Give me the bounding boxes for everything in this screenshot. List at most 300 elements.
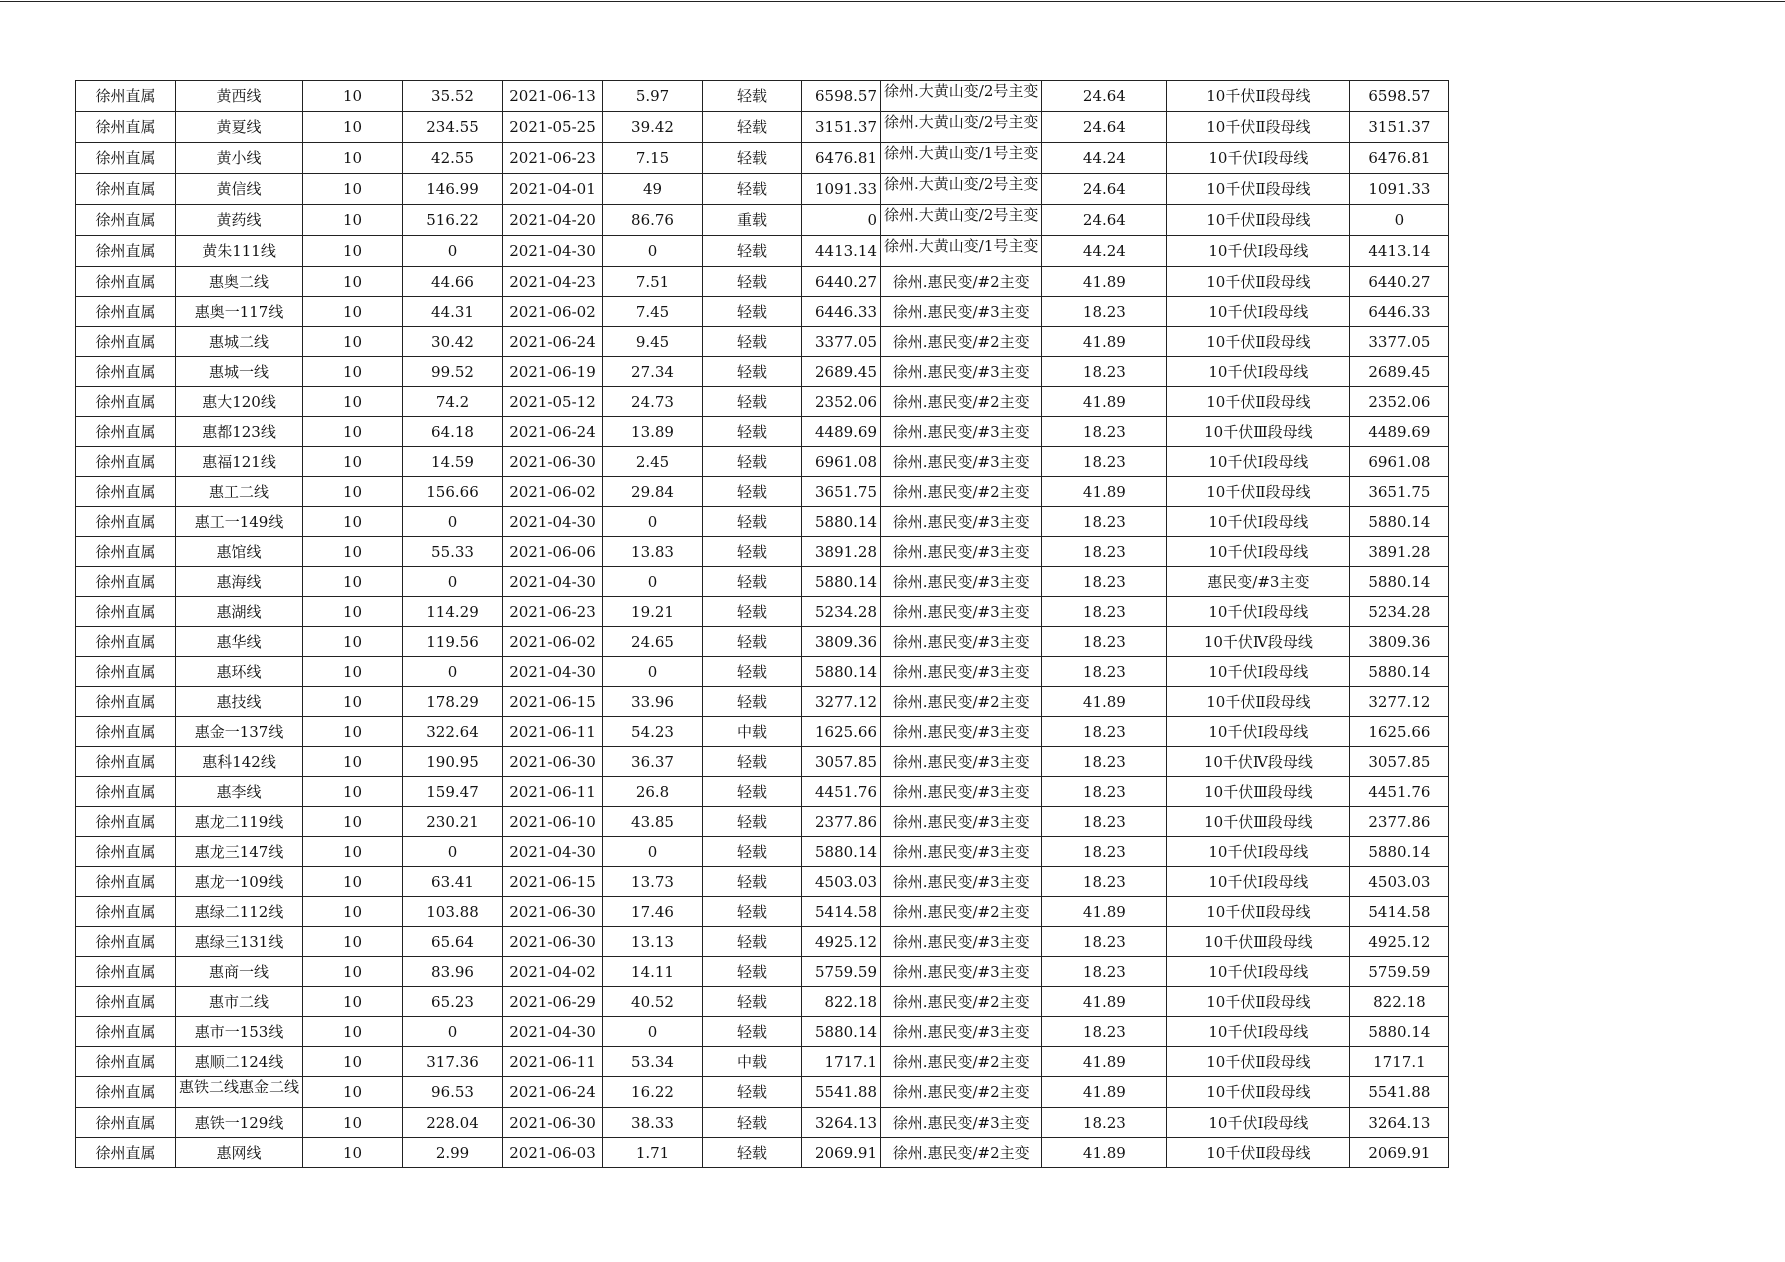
load-rate-cell: 0 [603, 236, 703, 267]
remaining-capacity-cell: 0 [1350, 205, 1449, 236]
current-cell: 103.88 [403, 897, 503, 927]
load-status-cell: 轻载 [703, 507, 802, 537]
capacity-cell: 6598.57 [802, 81, 881, 112]
load-status-cell: 轻载 [703, 537, 802, 567]
load-status-cell: 轻载 [703, 1108, 802, 1138]
line-name-cell: 惠湖线 [176, 597, 303, 627]
table-row [76, 174, 1449, 205]
busbar-cell: 10千伏Ⅳ段母线 [1167, 747, 1350, 777]
date-cell: 2021-06-11 [503, 1047, 603, 1077]
current-cell: 119.56 [403, 627, 503, 657]
load-rate-cell: 0 [603, 1017, 703, 1047]
table-row [76, 627, 1449, 657]
table-body [76, 81, 1449, 1168]
substation-cell: 徐州.惠民变/#3主变 [881, 957, 1042, 987]
remaining-capacity-cell: 5880.14 [1350, 837, 1449, 867]
capacity-cell: 3651.75 [802, 477, 881, 507]
transformer-rate-cell: 18.23 [1042, 1017, 1167, 1047]
remaining-capacity-cell: 3057.85 [1350, 747, 1449, 777]
remaining-capacity-cell: 2352.06 [1350, 387, 1449, 417]
load-status-cell: 轻载 [703, 447, 802, 477]
substation-cell: 徐州.惠民变/#3主变 [881, 567, 1042, 597]
date-cell: 2021-06-02 [503, 477, 603, 507]
current-cell: 114.29 [403, 597, 503, 627]
remaining-capacity-cell: 3377.05 [1350, 327, 1449, 357]
table-row [76, 777, 1449, 807]
load-rate-cell: 13.13 [603, 927, 703, 957]
voltage-cell: 10 [303, 1138, 403, 1168]
line-name-cell: 惠环线 [176, 657, 303, 687]
substation-cell: 徐州.惠民变/#2主变 [881, 477, 1042, 507]
unit-cell: 徐州直属 [76, 1077, 176, 1108]
voltage-cell: 10 [303, 267, 403, 297]
voltage-cell: 10 [303, 687, 403, 717]
busbar-cell: 10千伏Ⅱ段母线 [1167, 267, 1350, 297]
busbar-cell: 10千伏Ⅰ段母线 [1167, 957, 1350, 987]
load-status-cell: 中载 [703, 717, 802, 747]
capacity-cell: 5880.14 [802, 837, 881, 867]
load-status-cell: 轻载 [703, 327, 802, 357]
date-cell: 2021-04-30 [503, 657, 603, 687]
current-cell: 83.96 [403, 957, 503, 987]
table-row [76, 837, 1449, 867]
capacity-cell: 5414.58 [802, 897, 881, 927]
current-cell: 2.99 [403, 1138, 503, 1168]
substation-cell: 徐州.惠民变/#3主变 [881, 747, 1042, 777]
voltage-cell: 10 [303, 357, 403, 387]
remaining-capacity-cell: 1717.1 [1350, 1047, 1449, 1077]
busbar-cell: 10千伏Ⅱ段母线 [1167, 327, 1350, 357]
unit-cell: 徐州直属 [76, 537, 176, 567]
capacity-cell: 4451.76 [802, 777, 881, 807]
load-status-cell: 重载 [703, 205, 802, 236]
busbar-cell: 10千伏Ⅰ段母线 [1167, 717, 1350, 747]
table-row [76, 357, 1449, 387]
load-status-cell: 轻载 [703, 267, 802, 297]
busbar-cell: 10千伏Ⅰ段母线 [1167, 1017, 1350, 1047]
line-name-cell: 惠工一149线 [176, 507, 303, 537]
load-status-cell: 轻载 [703, 747, 802, 777]
line-name-cell: 惠龙二119线 [176, 807, 303, 837]
current-cell: 0 [403, 507, 503, 537]
remaining-capacity-cell: 1091.33 [1350, 174, 1449, 205]
remaining-capacity-cell: 2377.86 [1350, 807, 1449, 837]
load-status-cell: 轻载 [703, 867, 802, 897]
busbar-cell: 10千伏Ⅰ段母线 [1167, 447, 1350, 477]
unit-cell: 徐州直属 [76, 837, 176, 867]
capacity-cell: 5880.14 [802, 1017, 881, 1047]
load-rate-cell: 13.89 [603, 417, 703, 447]
line-name-cell: 惠龙一109线 [176, 867, 303, 897]
voltage-cell: 10 [303, 447, 403, 477]
current-cell: 30.42 [403, 327, 503, 357]
substation-cell: 徐州.惠民变/#2主变 [881, 1077, 1042, 1108]
busbar-cell: 10千伏Ⅱ段母线 [1167, 1077, 1350, 1108]
substation-cell: 徐州.惠民变/#3主变 [881, 1017, 1042, 1047]
transformer-rate-cell: 18.23 [1042, 627, 1167, 657]
load-rate-cell: 24.65 [603, 627, 703, 657]
voltage-cell: 10 [303, 507, 403, 537]
unit-cell: 徐州直属 [76, 205, 176, 236]
date-cell: 2021-06-23 [503, 597, 603, 627]
capacity-cell: 5234.28 [802, 597, 881, 627]
table-row [76, 447, 1449, 477]
unit-cell: 徐州直属 [76, 357, 176, 387]
capacity-cell: 3809.36 [802, 627, 881, 657]
load-rate-cell: 14.11 [603, 957, 703, 987]
load-status-cell: 轻载 [703, 627, 802, 657]
substation-cell: 徐州.惠民变/#3主变 [881, 627, 1042, 657]
unit-cell: 徐州直属 [76, 987, 176, 1017]
substation-cell: 徐州.大黄山变/2号主变 [881, 81, 1042, 112]
busbar-cell: 10千伏Ⅱ段母线 [1167, 205, 1350, 236]
transformer-rate-cell: 18.23 [1042, 597, 1167, 627]
date-cell: 2021-06-30 [503, 447, 603, 477]
unit-cell: 徐州直属 [76, 627, 176, 657]
load-rate-cell: 24.73 [603, 387, 703, 417]
table-row [76, 143, 1449, 174]
load-rate-cell: 17.46 [603, 897, 703, 927]
load-status-cell: 轻载 [703, 112, 802, 143]
substation-cell: 徐州.惠民变/#3主变 [881, 417, 1042, 447]
table-row [76, 567, 1449, 597]
remaining-capacity-cell: 3264.13 [1350, 1108, 1449, 1138]
busbar-cell: 10千伏Ⅲ段母线 [1167, 417, 1350, 447]
current-cell: 74.2 [403, 387, 503, 417]
voltage-cell: 10 [303, 1108, 403, 1138]
busbar-cell: 10千伏Ⅱ段母线 [1167, 81, 1350, 112]
remaining-capacity-cell: 4503.03 [1350, 867, 1449, 897]
capacity-cell: 3891.28 [802, 537, 881, 567]
transformer-rate-cell: 44.24 [1042, 236, 1167, 267]
date-cell: 2021-06-30 [503, 1108, 603, 1138]
substation-cell: 徐州.惠民变/#2主变 [881, 687, 1042, 717]
remaining-capacity-cell: 3891.28 [1350, 537, 1449, 567]
date-cell: 2021-06-03 [503, 1138, 603, 1168]
current-cell: 178.29 [403, 687, 503, 717]
capacity-cell: 2689.45 [802, 357, 881, 387]
load-status-cell: 轻载 [703, 297, 802, 327]
unit-cell: 徐州直属 [76, 267, 176, 297]
line-name-cell: 惠绿二112线 [176, 897, 303, 927]
load-rate-cell: 40.52 [603, 987, 703, 1017]
transformer-rate-cell: 44.24 [1042, 143, 1167, 174]
substation-cell: 徐州.惠民变/#3主变 [881, 1108, 1042, 1138]
load-rate-cell: 7.15 [603, 143, 703, 174]
load-rate-cell: 27.34 [603, 357, 703, 387]
busbar-cell: 10千伏Ⅰ段母线 [1167, 297, 1350, 327]
remaining-capacity-cell: 5234.28 [1350, 597, 1449, 627]
load-status-cell: 轻载 [703, 387, 802, 417]
capacity-cell: 3277.12 [802, 687, 881, 717]
load-status-cell: 轻载 [703, 957, 802, 987]
table-row [76, 657, 1449, 687]
remaining-capacity-cell: 5759.59 [1350, 957, 1449, 987]
load-status-cell: 轻载 [703, 1017, 802, 1047]
load-rate-cell: 9.45 [603, 327, 703, 357]
transformer-rate-cell: 41.89 [1042, 327, 1167, 357]
date-cell: 2021-06-11 [503, 717, 603, 747]
remaining-capacity-cell: 6440.27 [1350, 267, 1449, 297]
load-status-cell: 轻载 [703, 81, 802, 112]
line-name-cell: 惠商一线 [176, 957, 303, 987]
capacity-cell: 2377.86 [802, 807, 881, 837]
transformer-rate-cell: 41.89 [1042, 1047, 1167, 1077]
table-row [76, 897, 1449, 927]
date-cell: 2021-06-30 [503, 897, 603, 927]
substation-cell: 徐州.惠民变/#3主变 [881, 657, 1042, 687]
voltage-cell: 10 [303, 81, 403, 112]
voltage-cell: 10 [303, 205, 403, 236]
load-rate-cell: 0 [603, 657, 703, 687]
unit-cell: 徐州直属 [76, 777, 176, 807]
date-cell: 2021-06-24 [503, 1077, 603, 1108]
unit-cell: 徐州直属 [76, 327, 176, 357]
line-name-cell: 惠技线 [176, 687, 303, 717]
unit-cell: 徐州直属 [76, 447, 176, 477]
voltage-cell: 10 [303, 1077, 403, 1108]
load-rate-cell: 29.84 [603, 477, 703, 507]
unit-cell: 徐州直属 [76, 597, 176, 627]
transformer-rate-cell: 41.89 [1042, 477, 1167, 507]
unit-cell: 徐州直属 [76, 81, 176, 112]
remaining-capacity-cell: 5880.14 [1350, 657, 1449, 687]
busbar-cell: 10千伏Ⅱ段母线 [1167, 897, 1350, 927]
table-row [76, 927, 1449, 957]
substation-cell: 徐州.大黄山变/1号主变 [881, 236, 1042, 267]
remaining-capacity-cell: 2069.91 [1350, 1138, 1449, 1168]
substation-cell: 徐州.惠民变/#2主变 [881, 267, 1042, 297]
busbar-cell: 10千伏Ⅱ段母线 [1167, 112, 1350, 143]
voltage-cell: 10 [303, 747, 403, 777]
busbar-cell: 10千伏Ⅲ段母线 [1167, 927, 1350, 957]
table-row [76, 477, 1449, 507]
substation-cell: 徐州.惠民变/#3主变 [881, 597, 1042, 627]
substation-cell: 徐州.惠民变/#2主变 [881, 1138, 1042, 1168]
transformer-rate-cell: 18.23 [1042, 297, 1167, 327]
busbar-cell: 10千伏Ⅰ段母线 [1167, 236, 1350, 267]
current-cell: 0 [403, 837, 503, 867]
current-cell: 317.36 [403, 1047, 503, 1077]
date-cell: 2021-05-12 [503, 387, 603, 417]
capacity-cell: 5880.14 [802, 507, 881, 537]
current-cell: 322.64 [403, 717, 503, 747]
busbar-cell: 10千伏Ⅰ段母线 [1167, 597, 1350, 627]
line-name-cell: 惠奥二线 [176, 267, 303, 297]
remaining-capacity-cell: 1625.66 [1350, 717, 1449, 747]
current-cell: 35.52 [403, 81, 503, 112]
capacity-cell: 4413.14 [802, 236, 881, 267]
table-row [76, 957, 1449, 987]
busbar-cell: 10千伏Ⅰ段母线 [1167, 537, 1350, 567]
line-name-cell: 黄信线 [176, 174, 303, 205]
date-cell: 2021-06-24 [503, 417, 603, 447]
transformer-rate-cell: 41.89 [1042, 987, 1167, 1017]
table-row [76, 1138, 1449, 1168]
table-row [76, 1017, 1449, 1047]
load-rate-cell: 13.73 [603, 867, 703, 897]
unit-cell: 徐州直属 [76, 112, 176, 143]
current-cell: 0 [403, 236, 503, 267]
date-cell: 2021-04-30 [503, 567, 603, 597]
substation-cell: 徐州.惠民变/#3主变 [881, 357, 1042, 387]
unit-cell: 徐州直属 [76, 747, 176, 777]
transformer-rate-cell: 41.89 [1042, 387, 1167, 417]
voltage-cell: 10 [303, 987, 403, 1017]
line-name-cell: 惠网线 [176, 1138, 303, 1168]
voltage-cell: 10 [303, 867, 403, 897]
remaining-capacity-cell: 6476.81 [1350, 143, 1449, 174]
transformer-rate-cell: 18.23 [1042, 537, 1167, 567]
substation-cell: 徐州.惠民变/#3主变 [881, 447, 1042, 477]
voltage-cell: 10 [303, 807, 403, 837]
line-name-cell: 惠大120线 [176, 387, 303, 417]
current-cell: 44.31 [403, 297, 503, 327]
table-row [76, 387, 1449, 417]
capacity-cell: 3151.37 [802, 112, 881, 143]
load-status-cell: 轻载 [703, 236, 802, 267]
substation-cell: 徐州.惠民变/#3主变 [881, 507, 1042, 537]
remaining-capacity-cell: 822.18 [1350, 987, 1449, 1017]
line-name-cell: 惠科142线 [176, 747, 303, 777]
line-name-cell: 惠城二线 [176, 327, 303, 357]
current-cell: 65.23 [403, 987, 503, 1017]
unit-cell: 徐州直属 [76, 957, 176, 987]
capacity-cell: 2069.91 [802, 1138, 881, 1168]
load-status-cell: 轻载 [703, 777, 802, 807]
transformer-rate-cell: 41.89 [1042, 1077, 1167, 1108]
date-cell: 2021-06-02 [503, 297, 603, 327]
load-status-cell: 轻载 [703, 897, 802, 927]
date-cell: 2021-04-01 [503, 174, 603, 205]
voltage-cell: 10 [303, 627, 403, 657]
voltage-cell: 10 [303, 143, 403, 174]
voltage-cell: 10 [303, 387, 403, 417]
transformer-rate-cell: 41.89 [1042, 267, 1167, 297]
unit-cell: 徐州直属 [76, 717, 176, 747]
load-rate-cell: 26.8 [603, 777, 703, 807]
load-rate-cell: 7.51 [603, 267, 703, 297]
table-row [76, 687, 1449, 717]
line-name-cell: 惠都123线 [176, 417, 303, 447]
load-rate-cell: 49 [603, 174, 703, 205]
voltage-cell: 10 [303, 717, 403, 747]
line-name-cell: 惠李线 [176, 777, 303, 807]
line-name-cell: 惠金一137线 [176, 717, 303, 747]
remaining-capacity-cell: 6598.57 [1350, 81, 1449, 112]
current-cell: 516.22 [403, 205, 503, 236]
table-row [76, 112, 1449, 143]
line-name-cell: 惠华线 [176, 627, 303, 657]
line-name-cell: 惠馆线 [176, 537, 303, 567]
load-status-cell: 轻载 [703, 687, 802, 717]
table-row [76, 236, 1449, 267]
capacity-cell: 4925.12 [802, 927, 881, 957]
transformer-rate-cell: 24.64 [1042, 81, 1167, 112]
current-cell: 0 [403, 657, 503, 687]
date-cell: 2021-06-23 [503, 143, 603, 174]
date-cell: 2021-06-10 [503, 807, 603, 837]
date-cell: 2021-06-29 [503, 987, 603, 1017]
transformer-rate-cell: 18.23 [1042, 417, 1167, 447]
capacity-cell: 1625.66 [802, 717, 881, 747]
load-status-cell: 轻载 [703, 417, 802, 447]
busbar-cell: 10千伏Ⅳ段母线 [1167, 627, 1350, 657]
line-name-cell: 惠铁一129线 [176, 1108, 303, 1138]
busbar-cell: 10千伏Ⅱ段母线 [1167, 1047, 1350, 1077]
load-rate-cell: 39.42 [603, 112, 703, 143]
transformer-rate-cell: 18.23 [1042, 507, 1167, 537]
capacity-cell: 6961.08 [802, 447, 881, 477]
load-status-cell: 轻载 [703, 987, 802, 1017]
load-rate-cell: 53.34 [603, 1047, 703, 1077]
line-name-cell: 黄西线 [176, 81, 303, 112]
table-row [76, 867, 1449, 897]
substation-cell: 徐州.惠民变/#3主变 [881, 807, 1042, 837]
substation-cell: 徐州.大黄山变/2号主变 [881, 112, 1042, 143]
date-cell: 2021-06-02 [503, 627, 603, 657]
transformer-rate-cell: 18.23 [1042, 807, 1167, 837]
current-cell: 230.21 [403, 807, 503, 837]
transformer-rate-cell: 18.23 [1042, 717, 1167, 747]
substation-cell: 徐州.惠民变/#3主变 [881, 537, 1042, 567]
unit-cell: 徐州直属 [76, 867, 176, 897]
load-status-cell: 轻载 [703, 567, 802, 597]
transformer-rate-cell: 24.64 [1042, 174, 1167, 205]
unit-cell: 徐州直属 [76, 807, 176, 837]
load-rate-cell: 33.96 [603, 687, 703, 717]
capacity-cell: 4489.69 [802, 417, 881, 447]
voltage-cell: 10 [303, 537, 403, 567]
current-cell: 234.55 [403, 112, 503, 143]
current-cell: 55.33 [403, 537, 503, 567]
line-name-cell: 惠奥一117线 [176, 297, 303, 327]
remaining-capacity-cell: 4413.14 [1350, 236, 1449, 267]
transformer-rate-cell: 41.89 [1042, 687, 1167, 717]
date-cell: 2021-04-30 [503, 236, 603, 267]
unit-cell: 徐州直属 [76, 1108, 176, 1138]
capacity-cell: 6446.33 [802, 297, 881, 327]
load-rate-cell: 7.45 [603, 297, 703, 327]
remaining-capacity-cell: 4489.69 [1350, 417, 1449, 447]
table-row [76, 81, 1449, 112]
voltage-cell: 10 [303, 837, 403, 867]
capacity-cell: 3057.85 [802, 747, 881, 777]
current-cell: 156.66 [403, 477, 503, 507]
substation-cell: 徐州.惠民变/#2主变 [881, 1047, 1042, 1077]
line-name-cell: 黄朱111线 [176, 236, 303, 267]
line-name-cell: 惠绿三131线 [176, 927, 303, 957]
voltage-cell: 10 [303, 236, 403, 267]
line-name-cell: 惠福121线 [176, 447, 303, 477]
table-row [76, 1077, 1449, 1108]
busbar-cell: 10千伏Ⅰ段母线 [1167, 1108, 1350, 1138]
transformer-rate-cell: 18.23 [1042, 657, 1167, 687]
remaining-capacity-cell: 5880.14 [1350, 567, 1449, 597]
date-cell: 2021-06-11 [503, 777, 603, 807]
substation-cell: 徐州.惠民变/#3主变 [881, 777, 1042, 807]
date-cell: 2021-04-02 [503, 957, 603, 987]
unit-cell: 徐州直属 [76, 687, 176, 717]
unit-cell: 徐州直属 [76, 897, 176, 927]
load-rate-cell: 13.83 [603, 537, 703, 567]
substation-cell: 徐州.惠民变/#3主变 [881, 927, 1042, 957]
remaining-capacity-cell: 2689.45 [1350, 357, 1449, 387]
substation-cell: 徐州.大黄山变/2号主变 [881, 174, 1042, 205]
load-rate-cell: 0 [603, 507, 703, 537]
substation-cell: 徐州.惠民变/#2主变 [881, 897, 1042, 927]
substation-cell: 徐州.大黄山变/1号主变 [881, 143, 1042, 174]
